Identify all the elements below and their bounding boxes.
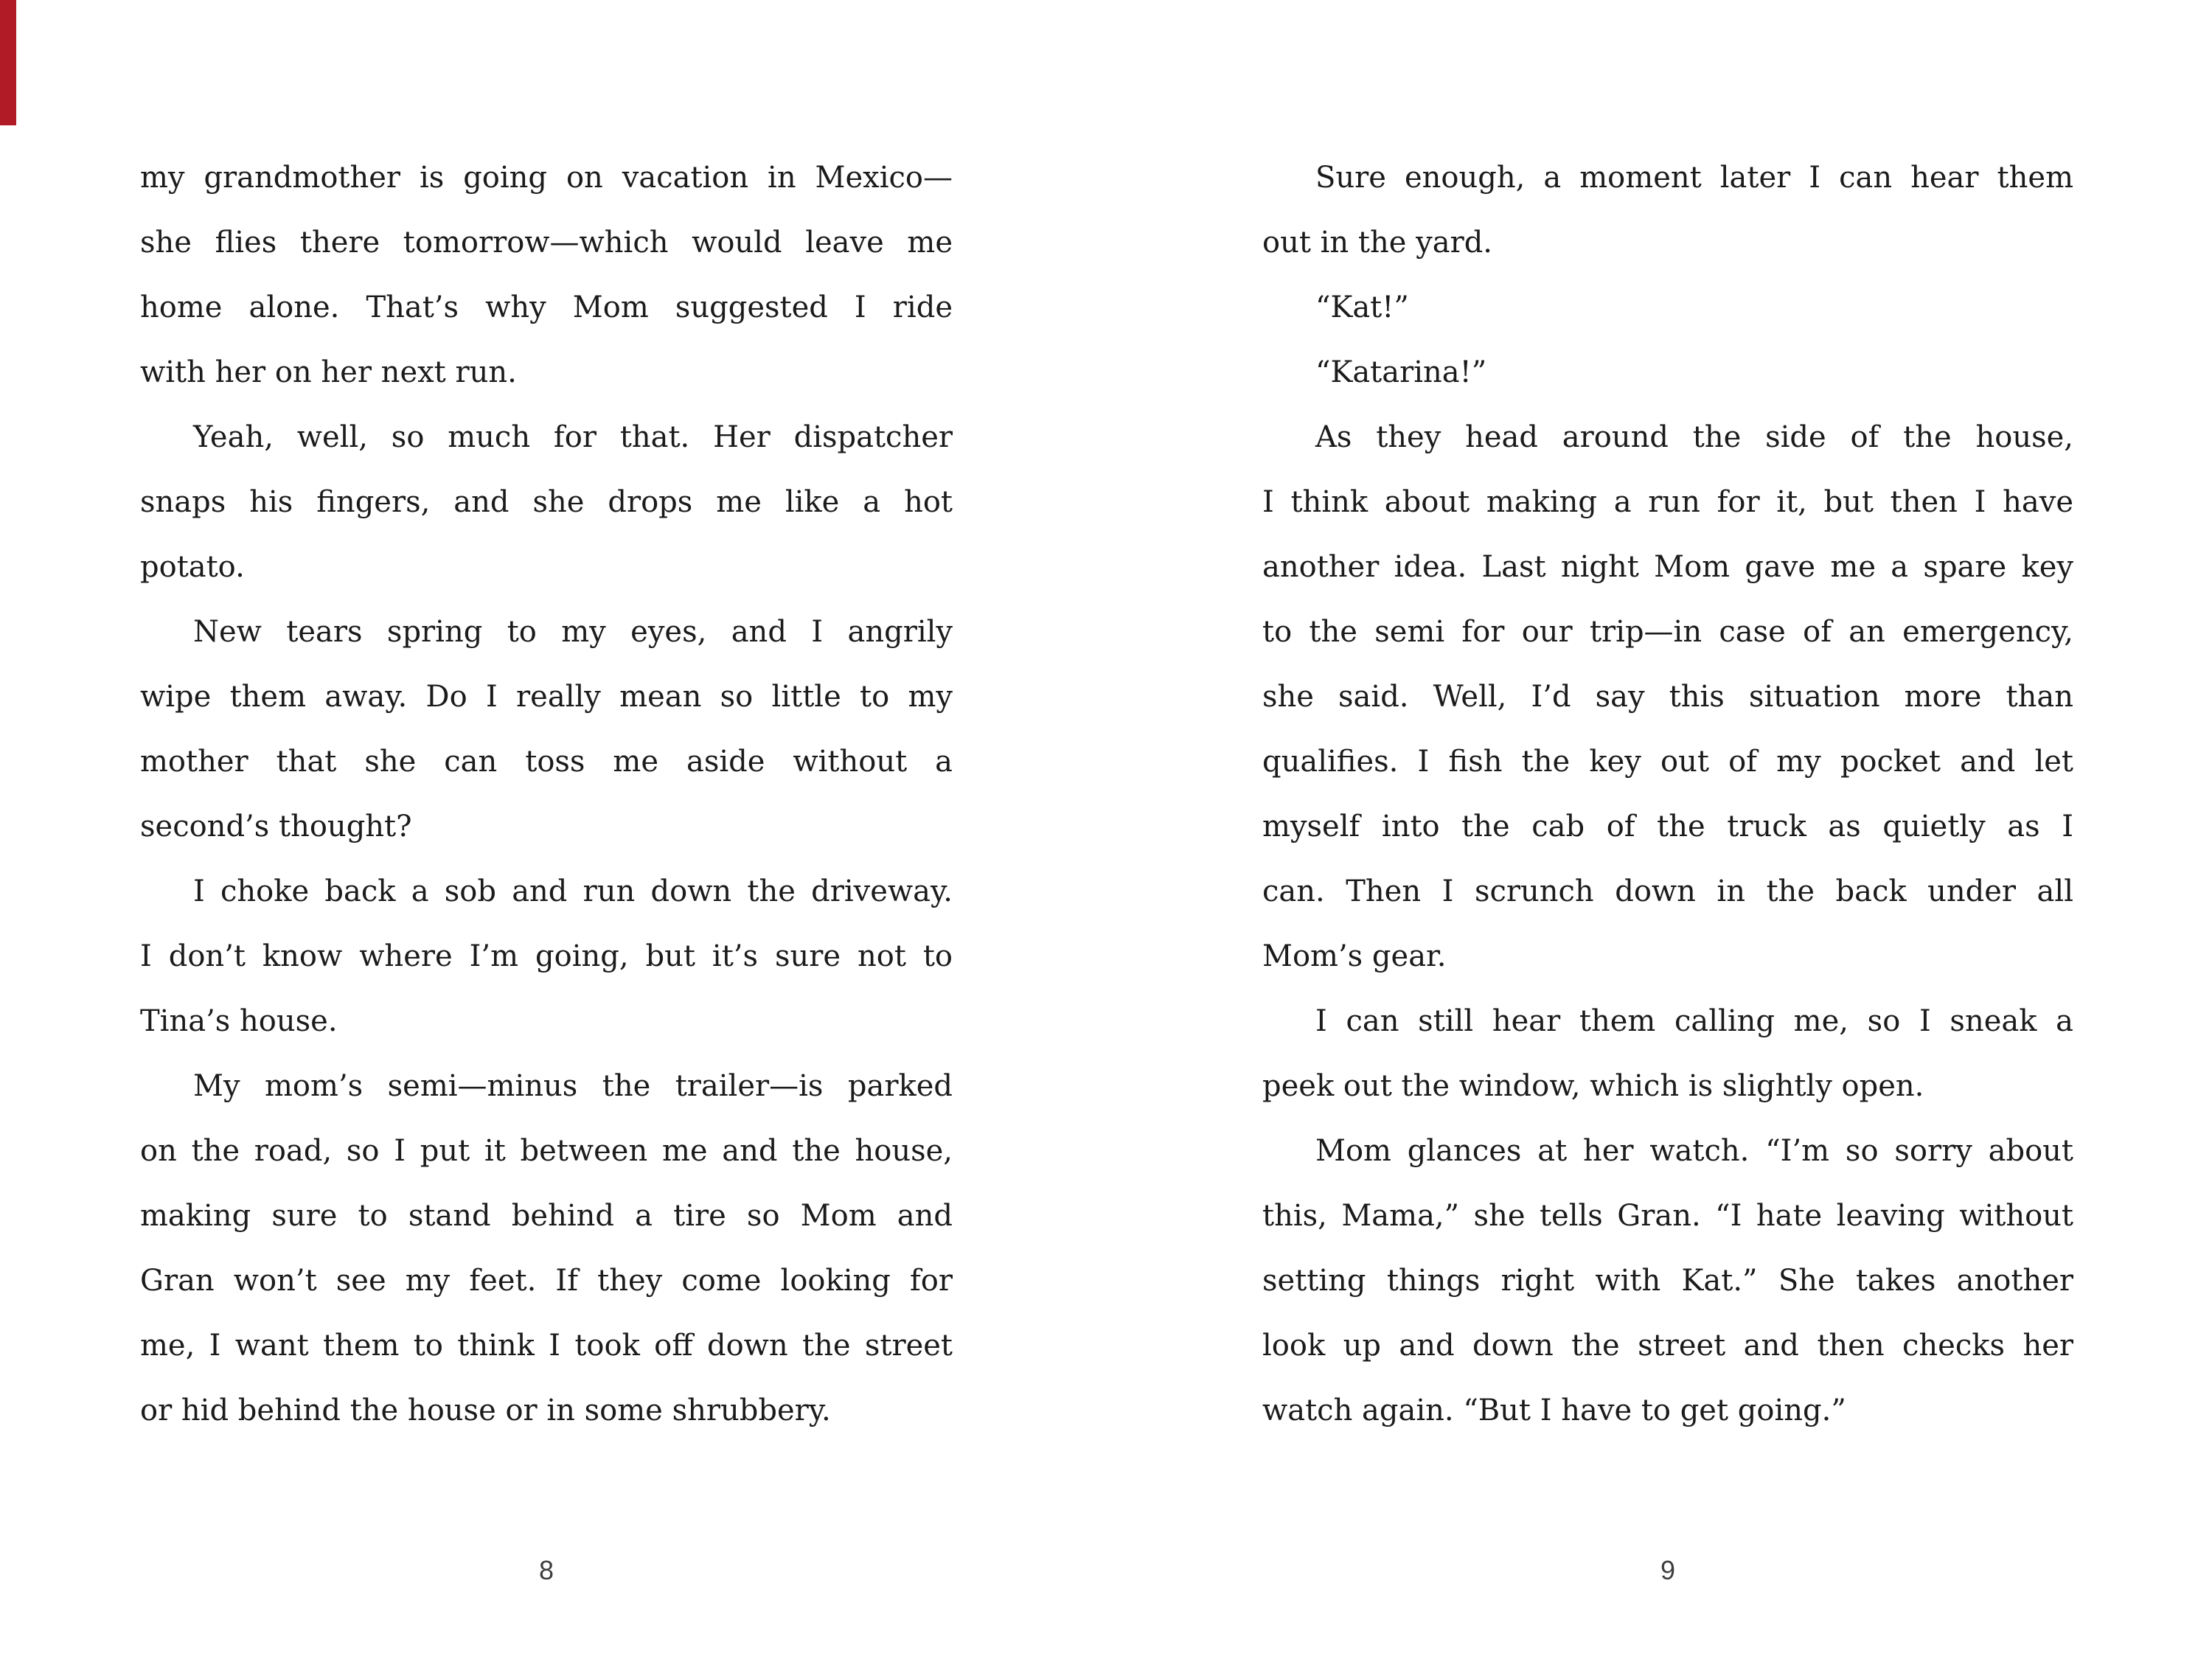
page-right-number: 9 [1660,1555,1676,1585]
text-line: I think about making a run for it, but then I have [1262,485,2073,519]
text-line: setting things right with Kat.” She takes another [1262,1264,2073,1298]
text-line: can. Then I scrunch down in the back under all [1262,874,2073,908]
text-line: another idea. Last night Mom gave me a spare key [1262,550,2073,584]
text-line: second’s thought? [140,810,412,844]
text-line: Mom glances at her watch. “I’m so sorry about [1315,1134,2073,1168]
page-right [1106,0,2212,1659]
text-line: on the road, so I put it between me and the house, [140,1134,953,1168]
text-line: with her on her next run. [140,355,517,389]
text-line: out in the yard. [1262,226,1493,260]
text-line: snaps his fingers, and she drops me like a hot [140,485,953,519]
text-line: I choke back a sob and run down the driveway. [193,874,953,908]
text-line: this, Mama,” she tells Gran. “I hate leaving without [1262,1199,2073,1233]
text-line: to the semi for our trip—in case of an emergency, [1262,615,2073,649]
page-left-text [140,145,953,1443]
text-line: Sure enough, a moment later I can hear them [1315,161,2073,195]
text-line: I don’t know where I’m going, but it’s sure not to [140,939,953,973]
text-line: myself into the cab of the truck as quietly as I [1262,810,2073,844]
text-line: making sure to stand behind a tire so Mom and [140,1199,953,1233]
text-line: Yeah, well, so much for that. Her dispatcher [193,420,953,454]
text-line: Gran won’t see my feet. If they come looking for [140,1264,953,1298]
text-line: Tina’s house. [140,1004,338,1038]
text-line: As they head around the side of the house, [1315,420,2073,454]
text-line: watch again. “But I have to get going.” [1262,1394,1846,1427]
text-line: she flies there tomorrow—which would leave me [140,226,953,260]
text-line: she said. Well, I’d say this situation more than [1262,680,2073,714]
text-line: “Kat!” [1315,291,1409,324]
page-left-number: 8 [538,1555,554,1585]
text-line: home alone. That’s why Mom suggested I ride [140,291,953,324]
text-line: “Katarina!” [1315,355,1487,389]
page-right-text [1262,145,2073,1443]
text-line: New tears spring to my eyes, and I angrily [193,615,953,649]
text-line: look up and down the street and then checks her [1262,1329,2073,1363]
text-line: wipe them away. Do I really mean so little to my [140,680,953,714]
text-line: My mom’s semi—minus the trailer—is parked [193,1069,953,1103]
text-line: mother that she can toss me aside without a [140,745,953,779]
text-line: qualifies. I fish the key out of my pocket and let [1262,745,2073,779]
text-line: my grandmother is going on vacation in Mexico— [140,161,953,195]
text-line: or hid behind the house or in some shrubbery. [140,1394,831,1427]
text-line: I can still hear them calling me, so I sneak a [1315,1004,2073,1038]
text-line: Mom’s gear. [1262,939,1447,973]
text-line: me, I want them to think I took off down the street [140,1329,953,1363]
text-line: peek out the window, which is slightly open. [1262,1069,1924,1103]
text-line: potato. [140,550,245,584]
